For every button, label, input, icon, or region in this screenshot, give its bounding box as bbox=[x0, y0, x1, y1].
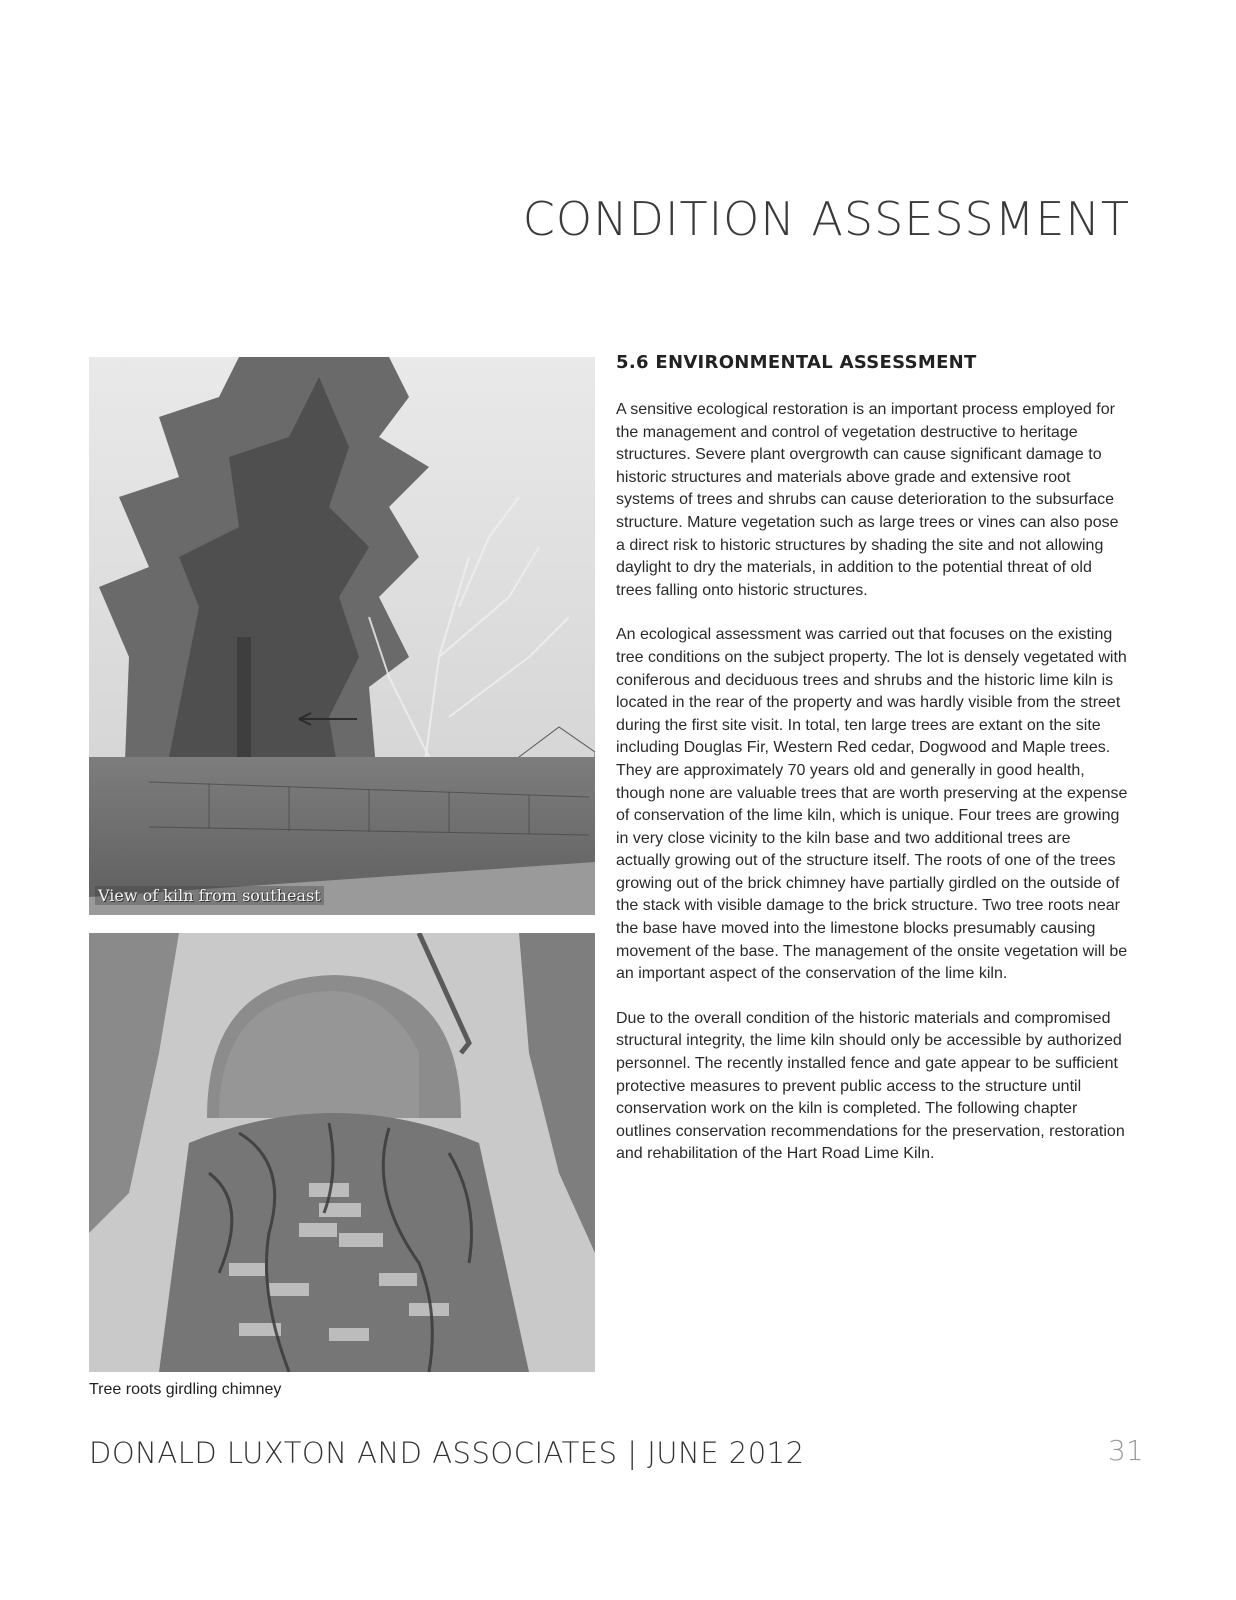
bottom-photo-caption: Tree roots girdling chimney bbox=[89, 1381, 282, 1398]
kiln-southeast-image bbox=[89, 357, 595, 915]
paragraph-1: A sensitive ecological restoration is an important process employed for the management and control of vegetation destructive to heritage structures. Severe plant overgrowth can cause significant damage to historic structures and materials above grade and extensive root systems of trees and shrubs can cause deterioration to the subsurface structure. Mature vegetation such as large trees or vines can also pose a direct risk to historic structures by shading the site and not allowing daylight to dry the materials, in addition to the potential threat of old trees falling onto historic structures. bbox=[616, 401, 1119, 599]
page-number: 31 bbox=[1108, 1434, 1144, 1467]
paragraph-3: Due to the overall condition of the historic materials and compromised structural integrity, the lime kiln should only be accessible by authorized personnel. The recently installed fence and gate appear to be sufficient protective measures to prevent public access to the structure until conservation work on the kiln is completed. The following chapter outlines conservation recommendations for the preservation, restoration and rehabilitation of the Hart Road Lime Kiln. bbox=[616, 1009, 1125, 1163]
chimney-roots-image bbox=[89, 933, 595, 1372]
section-heading: 5.6 ENVIRONMENTAL ASSESSMENT bbox=[616, 352, 977, 373]
page-title: CONDITION ASSESSMENT bbox=[522, 192, 1130, 246]
section-content bbox=[616, 352, 1128, 1188]
kiln-southeast-photo bbox=[89, 357, 595, 915]
chimney-roots-photo bbox=[89, 933, 595, 1372]
footer-text: DONALD LUXTON AND ASSOCIATES | JUNE 2012 bbox=[89, 1436, 805, 1470]
paragraph-2: An ecological assessment was carried out that focuses on the existing tree conditions on the subject property. The lot is densely vegetated with coniferous and deciduous trees and shrubs and the historic lime kiln is located in the rear of the property and was hardly visible from the street during the first site visit. In total, ten large trees are extant on the site including Douglas Fir, Western Red cedar, Dogwood and Maple trees. They are approximately 70 years old and generally in good health, though none are valuable trees that are worth preserving at the expense of conservation of the lime kiln, which is unique. Four trees are growing in very close vicinity to the kiln base and two additional trees are actually growing out of the structure itself. The roots of one of the trees growing out of the brick chimney have partially girdled on the outside of the stack with visible damage to the brick structure. Two tree roots near the base have moved into the limestone blocks presumably causing movement of the base. The management of the onsite vegetation will be an important aspect of the conservation of the lime kiln. bbox=[616, 626, 1128, 983]
top-photo-caption: View of kiln from southeast bbox=[95, 886, 324, 905]
